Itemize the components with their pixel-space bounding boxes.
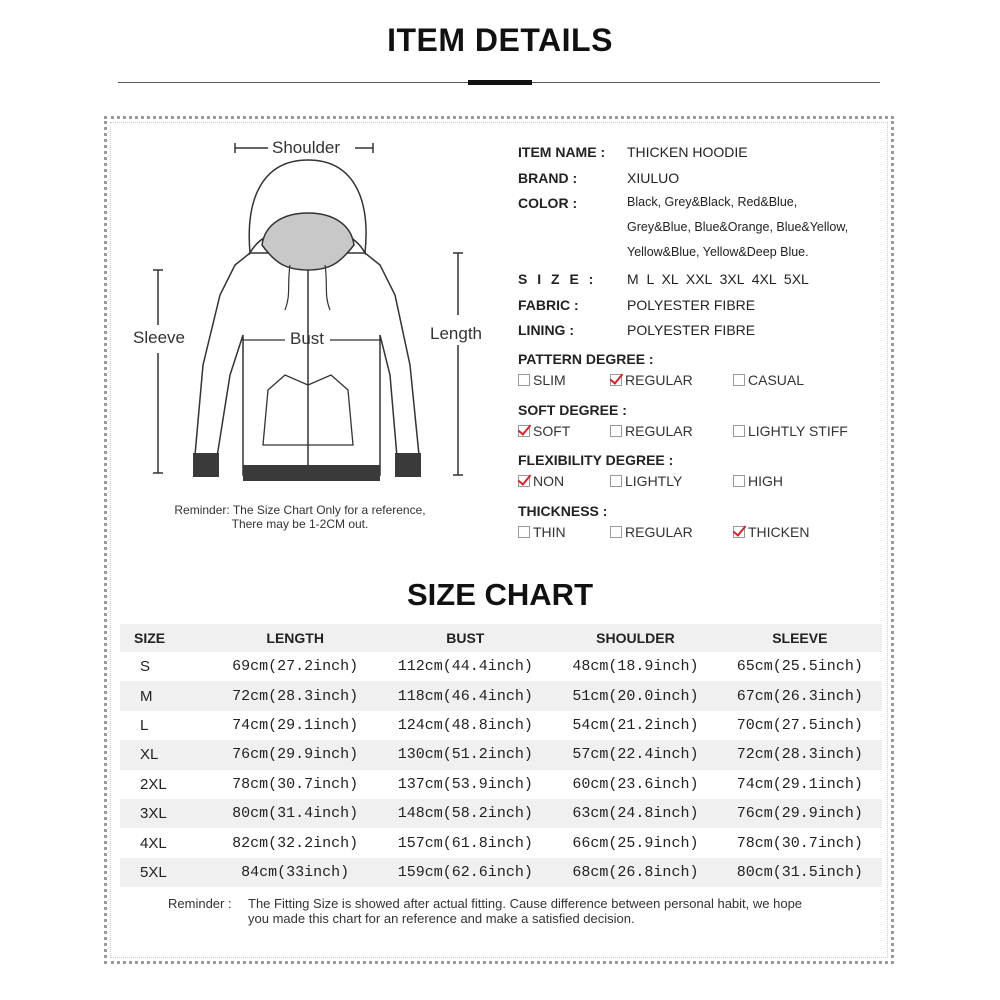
table-cell: 54cm(21.2inch) bbox=[572, 716, 699, 734]
checkbox-empty-icon[interactable] bbox=[518, 374, 530, 386]
checkbox-checked-icon[interactable] bbox=[733, 526, 745, 538]
degree-option[interactable] bbox=[610, 524, 693, 540]
table-cell: 68cm(26.8inch) bbox=[553, 858, 717, 887]
degree-option-label: CASUAL bbox=[748, 372, 805, 388]
table-cell: XL bbox=[120, 740, 213, 769]
degree-option[interactable] bbox=[733, 524, 809, 540]
page-title: ITEM DETAILS bbox=[387, 22, 613, 58]
table-cell: 72cm(28.3inch) bbox=[213, 681, 377, 710]
table-cell: 60cm(23.6inch) bbox=[572, 775, 699, 793]
table-cell: 137cm(53.9inch) bbox=[397, 775, 533, 793]
size-chart-header-cell: SHOULDER bbox=[553, 624, 717, 652]
length-label: Length bbox=[430, 324, 482, 343]
checkbox-empty-icon[interactable] bbox=[610, 526, 622, 538]
footer-reminder-line2: you made this chart for an reference and make a satisfied decision. bbox=[248, 911, 635, 926]
table-row bbox=[120, 740, 882, 769]
table-cell: 69cm(27.2inch) bbox=[232, 658, 359, 676]
table-cell: 65cm(25.5inch) bbox=[736, 658, 863, 676]
table-cell: 4XL bbox=[140, 834, 167, 852]
degree-option-label: REGULAR bbox=[625, 423, 693, 439]
checkbox-empty-icon[interactable] bbox=[733, 374, 745, 386]
table-cell: 80cm(31.4inch) bbox=[213, 799, 377, 828]
size-value: M L XL XXL 3XL 4XL 5XL bbox=[627, 271, 809, 287]
table-cell: 118cm(46.4inch) bbox=[377, 681, 553, 710]
checkbox-checked-icon[interactable] bbox=[518, 425, 530, 437]
degree-option[interactable] bbox=[518, 372, 566, 388]
table-cell: 74cm(29.1inch) bbox=[736, 775, 863, 793]
table-cell: 78cm(30.7inch) bbox=[736, 834, 863, 852]
diagram-reminder-line2: There may be 1-2CM out. bbox=[231, 517, 369, 531]
degree-option-label: SOFT bbox=[533, 423, 571, 439]
size-chart-header-cell: LENGTH bbox=[213, 624, 377, 652]
degree-label: FLEXIBILITY DEGREE : bbox=[518, 452, 674, 468]
table-cell: 78cm(30.7inch) bbox=[232, 775, 359, 793]
table-cell: 124cm(48.8inch) bbox=[397, 716, 533, 734]
degree-label: THICKNESS : bbox=[518, 503, 608, 519]
degree-option-label: HIGH bbox=[748, 473, 783, 489]
table-cell: 57cm(22.4inch) bbox=[553, 740, 717, 769]
item-name-value: THICKEN HOODIE bbox=[627, 144, 748, 160]
degree-option-label: THIN bbox=[533, 524, 566, 540]
checkbox-empty-icon[interactable] bbox=[733, 425, 745, 437]
size-chart-header-cell: SLEEVE bbox=[718, 624, 882, 652]
degree-label: PATTERN DEGREE : bbox=[518, 351, 654, 367]
degree-option[interactable] bbox=[518, 423, 570, 439]
table-cell: 74cm(29.1inch) bbox=[232, 716, 359, 734]
checkbox-empty-icon[interactable] bbox=[518, 526, 530, 538]
table-row bbox=[120, 681, 882, 710]
size-chart-header-cell: BUST bbox=[377, 624, 553, 652]
table-cell: 3XL bbox=[120, 799, 213, 828]
degree-option-label: NON bbox=[533, 473, 565, 489]
diagram-reminder-line1: Reminder: The Size Chart Only for a reference, bbox=[174, 503, 426, 517]
degree-option[interactable] bbox=[610, 372, 693, 388]
checkbox-checked-icon[interactable] bbox=[610, 374, 622, 386]
fabric-label: FABRIC : bbox=[518, 297, 579, 313]
table-cell: 48cm(18.9inch) bbox=[572, 658, 699, 676]
table-cell: S bbox=[140, 658, 151, 676]
size-chart-title: SIZE CHART bbox=[407, 577, 593, 612]
table-cell: 112cm(44.4inch) bbox=[397, 658, 533, 676]
table-cell: 67cm(26.3inch) bbox=[718, 681, 882, 710]
table-row bbox=[120, 652, 882, 681]
table-cell: 80cm(31.5inch) bbox=[718, 858, 882, 887]
size-chart-body bbox=[120, 652, 882, 887]
title-accent-bar bbox=[468, 80, 532, 85]
brand-value: XIULUO bbox=[627, 170, 680, 186]
table-row bbox=[120, 770, 882, 799]
degree-option[interactable] bbox=[610, 423, 693, 439]
degree-option[interactable] bbox=[733, 423, 848, 439]
table-cell: 5XL bbox=[120, 858, 213, 887]
checkbox-empty-icon[interactable] bbox=[733, 475, 745, 487]
checkbox-empty-icon[interactable] bbox=[610, 475, 622, 487]
shoulder-label: Shoulder bbox=[272, 138, 341, 157]
footer-reminder-line1: The Fitting Size is showed after actual fitting. Cause difference between personal habit, we hope bbox=[248, 896, 803, 911]
degree-option[interactable] bbox=[733, 473, 783, 489]
degree-option[interactable] bbox=[518, 473, 564, 489]
table-cell: 76cm(29.9inch) bbox=[213, 740, 377, 769]
degree-option[interactable] bbox=[518, 524, 566, 540]
table-cell: 148cm(58.2inch) bbox=[377, 799, 553, 828]
table-cell: 84cm(33inch) bbox=[213, 858, 377, 887]
degree-label: SOFT DEGREE : bbox=[518, 402, 627, 418]
table-cell: 130cm(51.2inch) bbox=[377, 740, 553, 769]
table-cell: 66cm(25.9inch) bbox=[572, 834, 699, 852]
degree-option-label: REGULAR bbox=[625, 372, 693, 388]
table-row bbox=[120, 711, 882, 740]
table-row bbox=[120, 858, 882, 887]
hoodie-diagram bbox=[125, 135, 485, 500]
footer-reminder-text bbox=[248, 896, 848, 926]
brand-label: BRAND : bbox=[518, 170, 578, 186]
table-cell: 76cm(29.9inch) bbox=[718, 799, 882, 828]
footer-reminder-label: Reminder : bbox=[168, 896, 232, 911]
bust-label: Bust bbox=[290, 329, 325, 348]
table-cell: L bbox=[140, 716, 149, 734]
size-chart-header-row bbox=[120, 624, 882, 652]
checkbox-checked-icon[interactable] bbox=[518, 475, 530, 487]
table-cell: 159cm(62.6inch) bbox=[377, 858, 553, 887]
checkbox-empty-icon[interactable] bbox=[610, 425, 622, 437]
table-row bbox=[120, 828, 882, 857]
color-line2: Grey&Blue, Blue&Orange, Blue&Yellow, bbox=[627, 220, 849, 234]
table-cell: 63cm(24.8inch) bbox=[553, 799, 717, 828]
color-line3: Yellow&Blue, Yellow&Deep Blue. bbox=[627, 245, 809, 259]
table-cell: 70cm(27.5inch) bbox=[736, 716, 863, 734]
diagram-reminder bbox=[155, 503, 445, 531]
sleeve-label: Sleeve bbox=[133, 328, 185, 347]
hoodie-icon bbox=[125, 135, 485, 495]
table-cell: 72cm(28.3inch) bbox=[718, 740, 882, 769]
table-cell: 157cm(61.8inch) bbox=[397, 834, 533, 852]
degree-option-label: SLIM bbox=[533, 372, 566, 388]
table-row bbox=[120, 799, 882, 828]
degree-option-label: REGULAR bbox=[625, 524, 693, 540]
size-chart-table bbox=[120, 624, 882, 887]
color-label: COLOR : bbox=[518, 195, 578, 211]
table-cell: 2XL bbox=[140, 775, 167, 793]
lining-label: LINING : bbox=[518, 322, 574, 338]
item-name-label: ITEM NAME : bbox=[518, 144, 606, 160]
color-line1: Black, Grey&Black, Red&Blue, bbox=[627, 195, 798, 209]
size-label: S I Z E : bbox=[518, 271, 597, 287]
table-cell: M bbox=[120, 681, 213, 710]
fabric-value: POLYESTER FIBRE bbox=[627, 297, 756, 313]
degree-option-label: LIGHTLY STIFF bbox=[748, 423, 848, 439]
degree-option[interactable] bbox=[610, 473, 682, 489]
degree-option-label: LIGHTLY bbox=[625, 473, 683, 489]
degree-option-label: THICKEN bbox=[748, 524, 810, 540]
lining-value: POLYESTER FIBRE bbox=[627, 322, 756, 338]
table-cell: 51cm(20.0inch) bbox=[553, 681, 717, 710]
table-cell: 82cm(32.2inch) bbox=[232, 834, 359, 852]
degree-option[interactable] bbox=[733, 372, 804, 388]
size-chart-header-cell: SIZE bbox=[120, 624, 213, 652]
